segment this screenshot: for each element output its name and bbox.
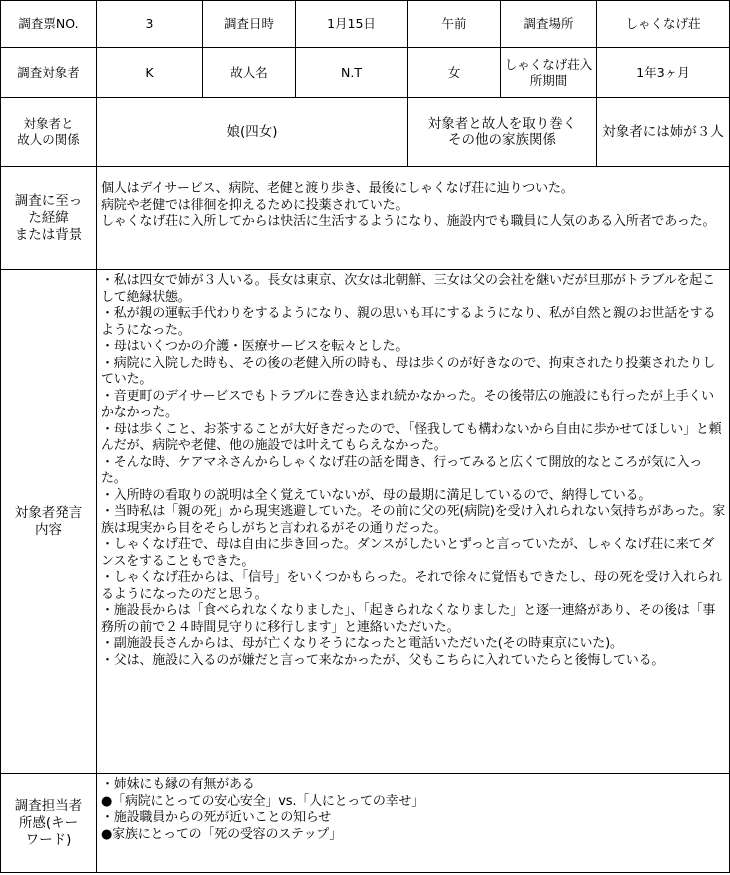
survey-no-label: 調査票NO. bbox=[1, 1, 97, 48]
deceased-value: N.T bbox=[296, 48, 408, 98]
background-label-line1: 調査に至っ bbox=[14, 192, 83, 209]
statement-line: ・副施設長さんからは、母が亡くなりそうになったと電話いただいた(その時東京にいた)。 bbox=[101, 636, 623, 651]
statements-label-line1: 対象者発言 bbox=[14, 504, 83, 521]
background-line: 個人はデイサービス、病院、老健と渡り歩き、最後にしゃくなげ荘に辿りついた。 bbox=[101, 181, 574, 196]
statements-label-line2: 内容 bbox=[35, 521, 62, 538]
statement-line: ・母はいくつかの介護・医療サービスを転々とした。 bbox=[101, 339, 409, 354]
impressions-label-line1: 調査担当者 bbox=[14, 797, 83, 814]
impressions-text bbox=[97, 774, 730, 873]
survey-place-label: 調査場所 bbox=[501, 1, 597, 48]
survey-date-value: 1月15日 bbox=[296, 1, 408, 48]
survey-place-value: しゃくなげ荘 bbox=[597, 1, 730, 48]
background-label-line3: または背景 bbox=[14, 226, 83, 243]
family-label-line1: 対象者と故人を取り巻く bbox=[427, 116, 577, 132]
subject-label: 調査対象者 bbox=[1, 48, 97, 98]
statement-line: ・母は歩くこと、お茶することが大好きだったので、「怪我しても構わないから自由に歩かせてほしい」と頼んだが、病院や老健、他の施設では叶えてもらえなかった。 bbox=[101, 421, 722, 453]
impressions-row bbox=[1, 774, 730, 873]
stay-period-value: 1年3ヶ月 bbox=[597, 48, 730, 98]
relation-value: 娘(四女) bbox=[97, 98, 408, 167]
impression-line: ●家族にとっての「死の受容のステップ」 bbox=[101, 826, 343, 842]
statement-line: ・私が親の運転手代わりをするようになり、親の思いも耳にするようになり、私が自然と親のお世話をするようになった。 bbox=[101, 306, 716, 338]
stay-period-label bbox=[501, 48, 597, 98]
relation-label bbox=[1, 98, 97, 167]
family-label-line2: その他の家族関係 bbox=[448, 132, 556, 148]
subject-value: K bbox=[97, 48, 203, 98]
statements-text bbox=[97, 270, 730, 774]
impression-line: ・姉妹にも縁の有無がある bbox=[101, 777, 255, 792]
background-line: 病院や老健では徘徊を抑えるために投薬されていた。 bbox=[101, 197, 409, 213]
statement-line: ・しゃくなげ荘で、母は自由に歩き回った。ダンスがしたいとずっと言っていたが、しゃくなげ荘に来てダンスをすることもできた。 bbox=[101, 537, 715, 569]
statement-line: ・当時私は「親の死」から現実逃避していた。その前に父の死(病院)を受け入れられない気持ちがあった。家族は現実から目をそらしがちと言われるがその通りだった。 bbox=[101, 504, 726, 536]
background-label-line2: た経緯 bbox=[28, 209, 69, 226]
statement-line: ・そんな時、ケアマネさんからしゃくなげ荘の話を聞き、行ってみると広くて開放的なところが気に入った。 bbox=[101, 454, 703, 486]
stay-period-label-line1: しゃくなげ荘入 bbox=[504, 56, 593, 72]
background-text bbox=[97, 167, 730, 270]
impressions-label bbox=[1, 774, 97, 873]
statements-row bbox=[1, 270, 730, 774]
statement-line: ・入所時の看取りの説明は全く覚えていないが、母の最期に満足しているので、納得している。 bbox=[101, 487, 652, 503]
header-row-2 bbox=[1, 48, 730, 98]
deceased-sex-value: 女 bbox=[408, 48, 501, 98]
statement-line: ・しゃくなげ荘からは、「信号」をいくつかもらった。それで徐々に覚悟もできたし、母の死を受け入れられるようになったのだと思う。 bbox=[101, 570, 722, 602]
statements-label bbox=[1, 270, 97, 774]
survey-time-value: 午前 bbox=[408, 1, 501, 48]
relation-row bbox=[1, 98, 730, 167]
impressions-label-line2: 所感(キー bbox=[18, 814, 79, 831]
survey-no-value: 3 bbox=[97, 1, 203, 48]
statement-line: ・父は、施設に入るのが嫌だと言って来なかったが、父もこちらに入れていたらと後悔している。 bbox=[101, 652, 665, 668]
relation-label-line1: 対象者と bbox=[23, 116, 74, 131]
statement-line: ・施設長からは「食べられなくなりました」、「起きられなくなりました」と逐一連絡があり、その後は「事務所の前で２４時間見守りに移行します」と連絡いただいた。 bbox=[101, 603, 716, 635]
header-row-1 bbox=[1, 1, 730, 48]
background-label bbox=[1, 167, 97, 270]
background-row bbox=[1, 167, 730, 270]
impression-line: ・施設職員からの死が近いことの知らせ bbox=[101, 810, 332, 825]
relation-label-line2: 故人の関係 bbox=[17, 132, 80, 147]
statement-line: ・病院に入院した時も、その後の老健入所の時も、母は歩くのが好きなので、拘束されたり投薬されたりしていた。 bbox=[101, 355, 716, 387]
impressions-label-line3: ワード) bbox=[25, 831, 72, 848]
background-line: しゃくなげ荘に入所してからは快活に生活するようになり、施設内でも職員に人気のある入所者であった。 bbox=[101, 214, 716, 229]
statement-line: ・私は四女で姉が３人いる。長女は東京、次女は北朝鮮、三女は父の会社を継いだが旦那がトラブルを起こして絶縁状態。 bbox=[101, 273, 715, 305]
stay-period-label-line2: 所期間 bbox=[529, 72, 568, 88]
statement-line: ・音更町のデイサービスでもトラブルに巻き込まれ続かなかった。その後帯広の施設にも行ったが上手くいかなかった。 bbox=[101, 388, 714, 420]
deceased-label: 故人名 bbox=[203, 48, 296, 98]
family-value: 対象者には姉が３人 bbox=[597, 98, 730, 167]
family-label bbox=[408, 98, 597, 167]
survey-date-label: 調査日時 bbox=[203, 1, 296, 48]
impression-line: ●「病院にとっての安心安全」vs.「人にとっての幸せ」 bbox=[101, 793, 425, 809]
